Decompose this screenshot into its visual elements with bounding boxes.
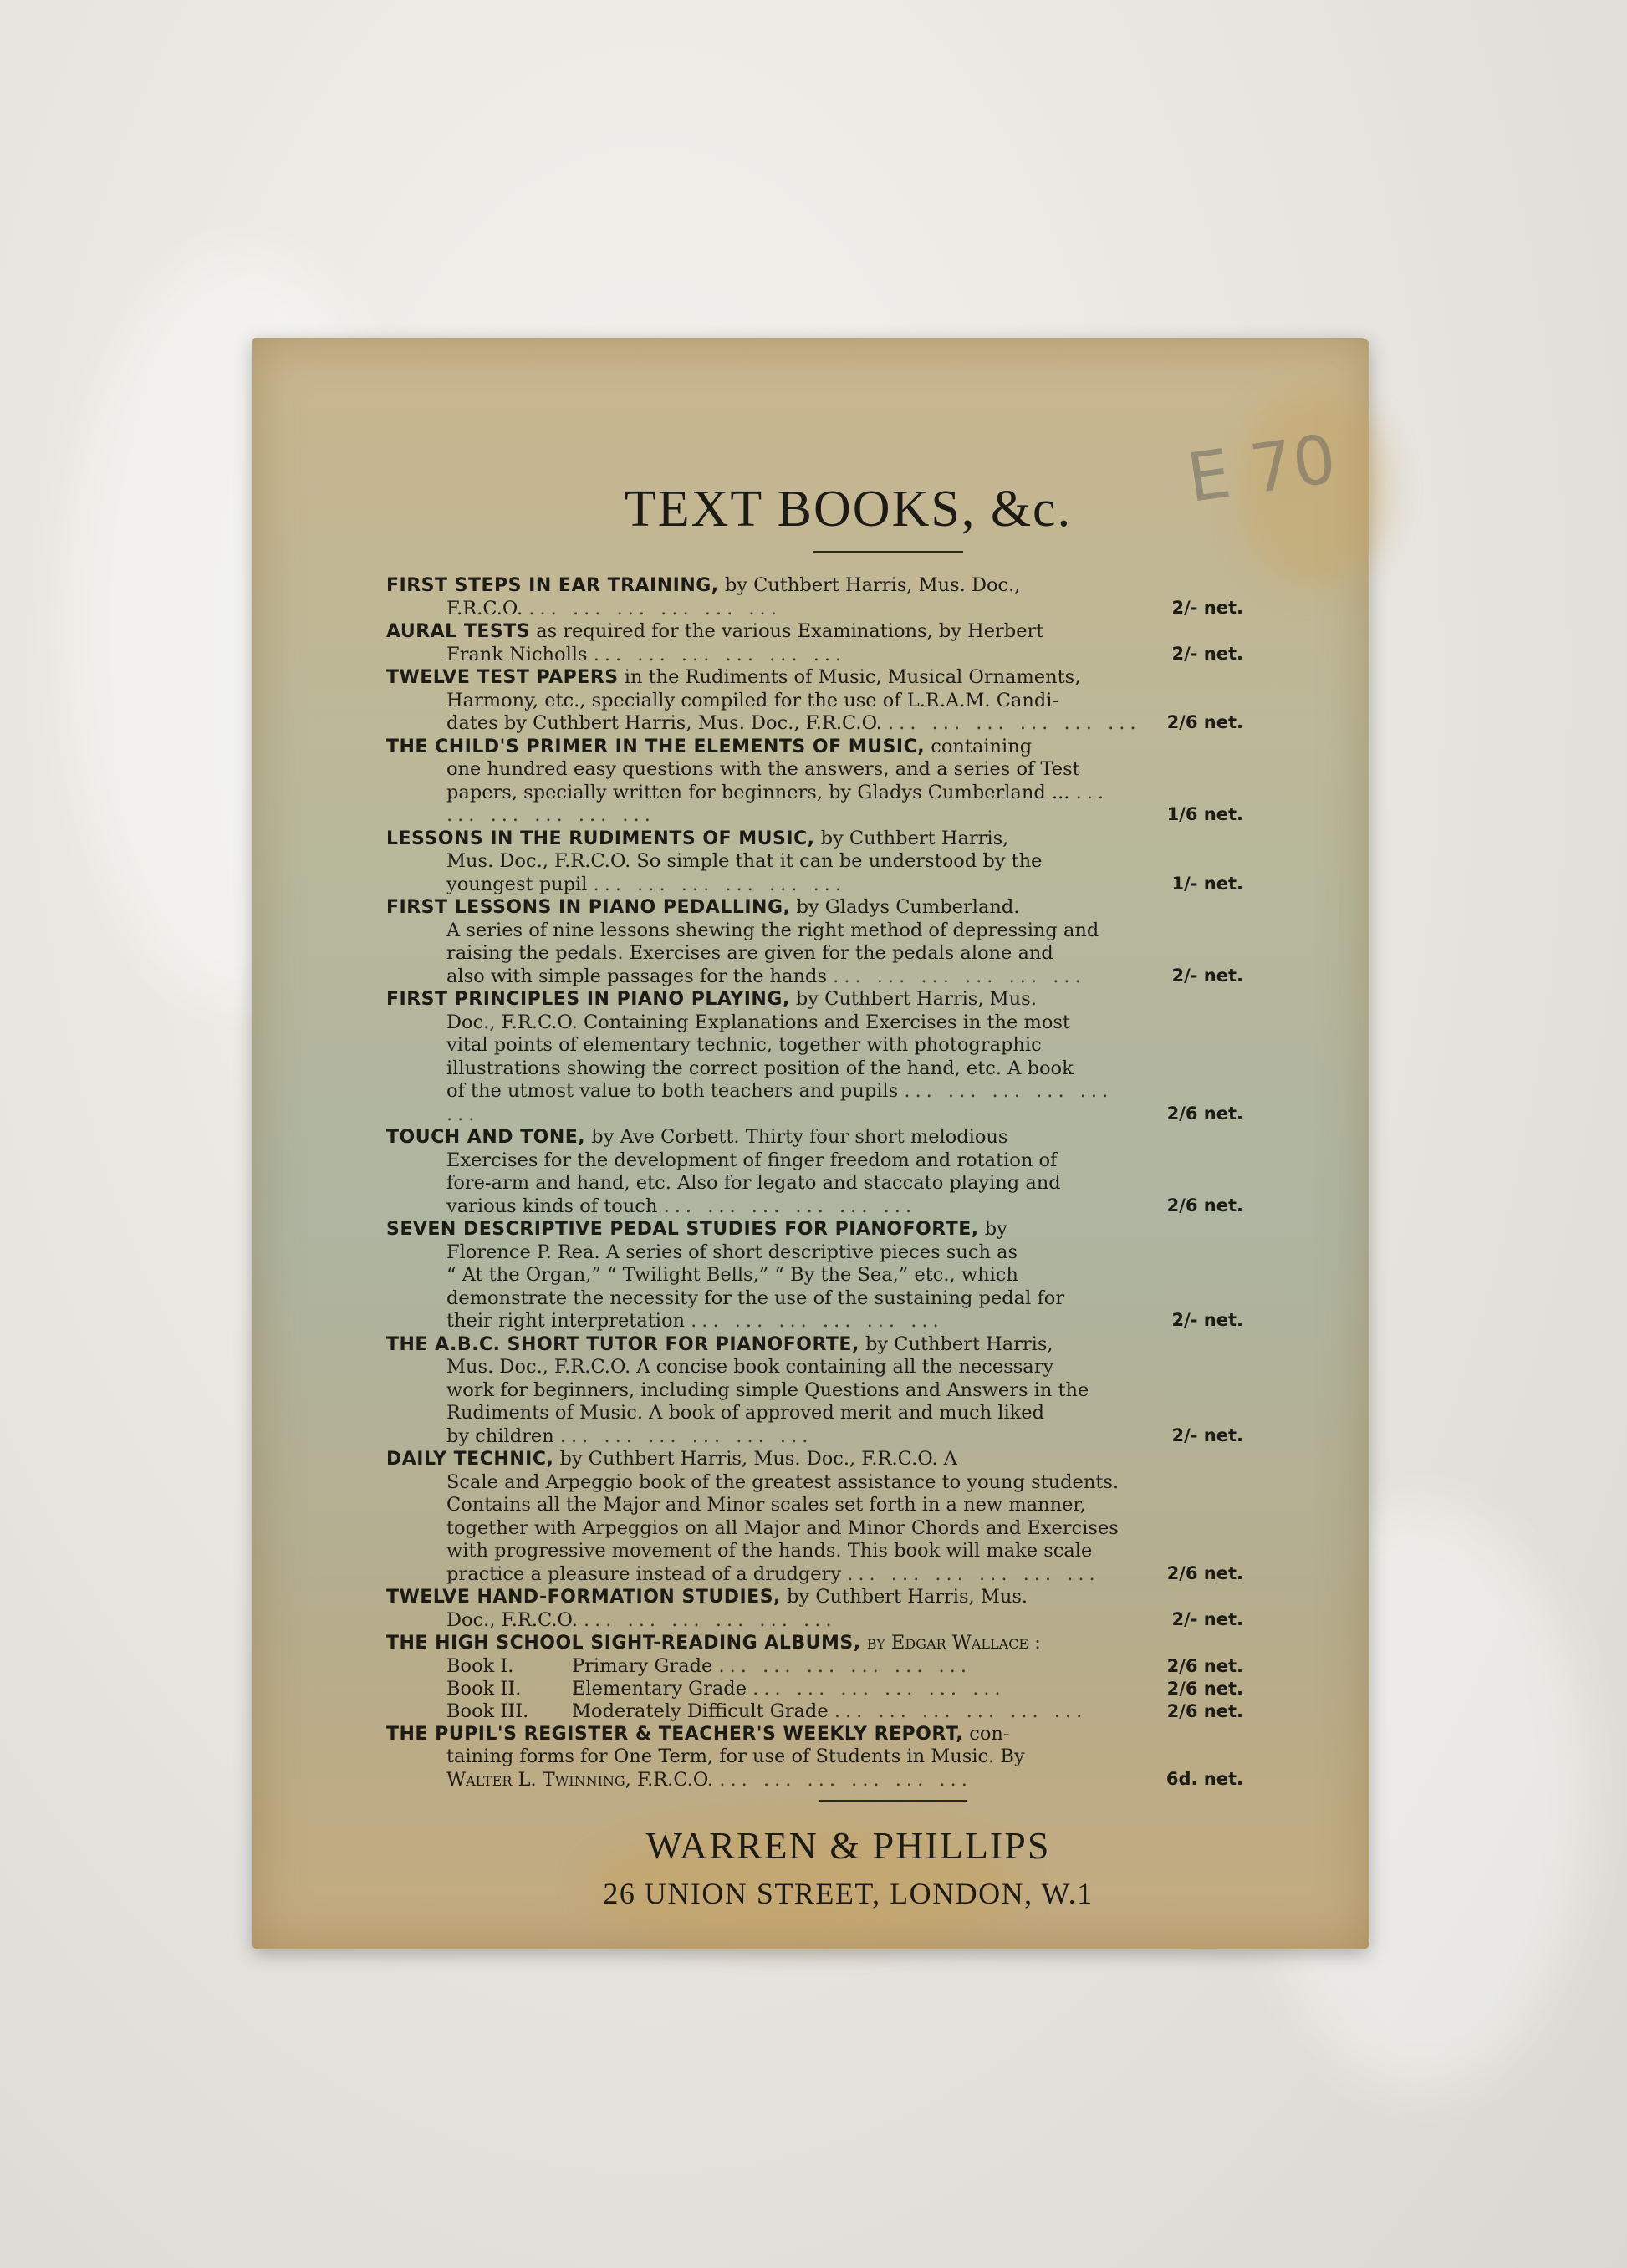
dot-leader: ... ... ... ... ... ... (528, 597, 782, 619)
book-description-line (386, 920, 1143, 943)
price: 2/6 net. (1166, 1655, 1243, 1676)
book-line-text: Scale and Arpeggio book of the greatest assistance to young students. (446, 1470, 1120, 1493)
dot-leader: ... ... ... ... ... ... (446, 1080, 1114, 1125)
price: 2/- net. (1171, 1310, 1243, 1330)
book-line-text: fore-arm and hand, etc. Also for legato and staccato playing and (446, 1172, 1061, 1194)
book-description: containing (925, 735, 1033, 757)
price: 2/6 net. (1166, 1103, 1243, 1124)
book-line-text: Frank Nicholls (446, 643, 588, 665)
book-line-text: Harmony, etc., specially compiled for the use of L.R.A.M. Candi- (446, 689, 1059, 711)
book-description-line (386, 1172, 1143, 1195)
book-description-line (386, 1241, 1143, 1265)
book-entry (386, 736, 1252, 828)
book-description-line (386, 690, 1143, 713)
album-book-grade (572, 1700, 1143, 1723)
book-title: FIRST STEPS IN EAR TRAINING, (386, 575, 719, 596)
book-title: LESSONS IN THE RUDIMENTS OF MUSIC, (386, 828, 815, 849)
book-description-line (386, 1149, 1143, 1173)
album-book-grade (572, 1655, 1143, 1678)
dot-leader: ... ... ... ... ... ... (584, 1608, 837, 1631)
book-description-line (386, 644, 1143, 667)
register-first: con- (963, 1722, 1010, 1745)
dot-leader: ... ... ... ... ... ... (446, 781, 1109, 826)
book-line-text: by children (446, 1425, 554, 1447)
book-description: as required for the various Examinations, by Herbert (530, 620, 1044, 642)
price: 2/6 net. (1166, 1195, 1243, 1216)
book-entry (386, 828, 1252, 897)
book-description-line (386, 598, 1143, 621)
dot-leader: ... ... ... ... ... ... (719, 1768, 972, 1791)
book-line-text: one hundred easy questions with the answers, and a series of Test (446, 758, 1080, 780)
book-title: SEVEN DESCRIPTIVE PEDAL STUDIES FOR PIANOFORTE, (386, 1219, 979, 1240)
book-description-line (386, 942, 1143, 966)
book-line-text: with progressive movement of the hands. This book will make scale (446, 1540, 1093, 1562)
book-entry (386, 1586, 1252, 1632)
book-entry (386, 1218, 1252, 1333)
book-description-line (386, 1195, 1143, 1219)
book-line-text: Doc., F.R.C.O. Containing Explanations and Exercises in the most (446, 1011, 1070, 1033)
book-description-line (386, 758, 1143, 782)
book-line-text: of the utmost value to both teachers and pupils (446, 1080, 899, 1102)
album-list (386, 1655, 1252, 1723)
album-book-row (386, 1655, 1252, 1678)
book-entry (386, 896, 1252, 988)
book-description-line (386, 1310, 1143, 1333)
book-description: by Gladys Cumberland. (790, 896, 1020, 918)
pamphlet-back-cover (252, 338, 1369, 1949)
book-line-text: also with simple passages for the hands (446, 965, 828, 987)
album-grade-text: Primary Grade (572, 1654, 713, 1677)
book-description-line (386, 782, 1143, 828)
book-entry (386, 666, 1252, 736)
dot-leader: ... ... ... ... ... ... (834, 1700, 1088, 1722)
book-line-text: dates by Cuthbert Harris, Mus. Doc., F.R.C.O. (446, 712, 882, 734)
book-line-text: Florence P. Rea. A series of short descriptive pieces such as (446, 1241, 1018, 1263)
price: 1/- net. (1171, 873, 1243, 894)
price: 1/6 net. (1166, 804, 1243, 824)
book-description: by Cuthbert Harris, Mus. Doc., (718, 574, 1021, 596)
price: 2/- net. (1171, 1608, 1243, 1629)
book-entry (386, 1448, 1252, 1586)
book-description: in the Rudiments of Music, Musical Ornaments, (618, 666, 1081, 688)
book-line-text: Rudiments of Music. A book of approved merit and much liked (446, 1402, 1045, 1424)
footer-rule (819, 1800, 967, 1802)
book-line-text: practice a pleasure instead of a drudgery (446, 1562, 842, 1585)
dot-leader: ... ... ... ... ... ... (718, 1654, 972, 1677)
album-grade-text: Moderately Difficult Grade (572, 1700, 829, 1722)
price: 2/- net. (1171, 597, 1243, 618)
book-line-text: Mus. Doc., F.R.C.O. A concise book containing all the necessary (446, 1356, 1054, 1378)
book-description-line (386, 1287, 1143, 1311)
book-line-text: F.R.C.O. (446, 597, 523, 619)
book-description: by Cuthbert Harris, Mus. (789, 988, 1037, 1010)
book-line-text: Exercises for the development of finger freedom and rotation of (446, 1149, 1058, 1171)
book-description: by Cuthbert Harris, (814, 827, 1009, 849)
dot-leader: ... ... ... ... ... ... (559, 1425, 814, 1447)
book-description-line (386, 1402, 1143, 1425)
book-description-line (386, 1609, 1143, 1633)
book-description-line (386, 1080, 1143, 1126)
book-line-text: A series of nine lessons shewing the right method of depressing and (446, 919, 1099, 941)
book-line-text: work for beginners, including simple Questions and Answers in the (446, 1379, 1089, 1401)
price: 2/6 net. (1166, 712, 1243, 732)
register-body-1: taining forms for One Term, for use of Students in Music. By (446, 1746, 1025, 1767)
dot-leader: ... ... ... ... ... ... (593, 873, 847, 895)
book-line-text: “ At the Organ,” “ Twilight Bells,” “ By the Sea,” etc., which (446, 1264, 1018, 1286)
register-title: THE PUPIL'S REGISTER & TEACHER'S WEEKLY REPORT, (386, 1723, 964, 1745)
album-book-row (386, 1678, 1252, 1700)
page-title: TEXT BOOKS, &c. (624, 481, 1073, 538)
book-line-text: papers, specially written for beginners, by Gladys Cumberland ... (446, 781, 1070, 803)
register-body-2: Walter L. Twinning, F.R.C.O. (446, 1768, 714, 1791)
album-author: by Edgar Wallace : (860, 1632, 1041, 1654)
publisher-block (445, 1823, 1252, 1911)
price: 2/6 net. (1166, 1562, 1243, 1583)
price: 6d. net. (1165, 1768, 1243, 1789)
book-description-line (386, 1517, 1143, 1541)
book-description-line (386, 850, 1143, 874)
book-description-line (386, 1356, 1143, 1379)
book-line-text: vital points of elementary technic, together with photographic (446, 1034, 1042, 1056)
book-entry-register (386, 1723, 1252, 1792)
book-description-line (386, 1563, 1143, 1587)
book-description-line (386, 874, 1143, 897)
book-line-text: various kinds of touch (446, 1195, 658, 1217)
price: 2/- net. (1171, 643, 1243, 664)
book-line-text: Doc., F.R.C.O. (446, 1608, 578, 1631)
book-title: THE A.B.C. SHORT TUTOR FOR PIANOFORTE, (386, 1333, 859, 1355)
price: 2/6 net. (1166, 1700, 1243, 1721)
album-title: THE HIGH SCHOOL SIGHT-READING ALBUMS, (386, 1633, 861, 1654)
book-title: TOUCH AND TONE, (386, 1127, 586, 1148)
advert-content (386, 480, 1252, 1911)
price: 2/- net. (1171, 1425, 1243, 1445)
dot-leader: ... ... ... ... ... ... (663, 1195, 917, 1217)
book-line-text: youngest pupil (446, 873, 588, 895)
book-title: AURAL TESTS (386, 621, 531, 642)
book-title: TWELVE TEST PAPERS (386, 667, 619, 688)
price: 2/- net. (1171, 965, 1243, 986)
book-title: DAILY TECHNIC, (386, 1449, 554, 1470)
book-entry (386, 988, 1252, 1126)
book-description: by Cuthbert Harris, Mus. (780, 1586, 1028, 1608)
book-description: by Ave Corbett. Thirty four short melodious (585, 1126, 1008, 1148)
album-book-number: Book I. (446, 1654, 514, 1677)
album-grade-text: Elementary Grade (572, 1677, 747, 1700)
dot-leader: ... ... ... ... ... ... (752, 1677, 1006, 1700)
book-description-line (386, 1540, 1143, 1563)
dot-leader: ... ... ... ... ... ... (691, 1310, 944, 1332)
book-entry-albums (386, 1632, 1252, 1655)
book-description-line (386, 712, 1143, 736)
album-book-number: Book III. (446, 1700, 529, 1722)
book-line-text: raising the pedals. Exercises are given for the pedals alone and (446, 942, 1053, 964)
book-line-text: together with Arpeggios on all Major and Minor Chords and Exercises (446, 1516, 1119, 1539)
book-title: FIRST PRINCIPLES IN PIANO PLAYING, (386, 989, 790, 1010)
book-description-line (386, 1425, 1143, 1449)
book-line-text: illustrations showing the correct position of the hand, etc. A book (446, 1057, 1074, 1079)
book-description: by Cuthbert Harris, (859, 1333, 1053, 1355)
book-entry (386, 620, 1252, 666)
dot-leader: ... ... ... ... ... ... (888, 712, 1141, 734)
book-list (386, 574, 1252, 1632)
album-book-number: Book II. (446, 1677, 522, 1700)
pencil-mark: E 70 (1182, 420, 1341, 517)
book-description-line (386, 1058, 1143, 1081)
price: 2/6 net. (1166, 1678, 1243, 1699)
book-description: by Cuthbert Harris, Mus. Doc., F.R.C.O. A (553, 1448, 957, 1470)
book-entry (386, 1126, 1252, 1218)
book-description-line (386, 1012, 1143, 1035)
book-entry (386, 1333, 1252, 1449)
publisher-address: 26 UNION STREET, LONDON, W.1 (603, 1877, 1094, 1910)
book-description-line (386, 966, 1143, 989)
publisher-name: WARREN & PHILLIPS (645, 1824, 1051, 1867)
book-line-text: Contains all the Major and Minor scales set forth in a new manner, (446, 1494, 1086, 1516)
book-line-text: Mus. Doc., F.R.C.O. So simple that it can be understood by the (446, 850, 1043, 872)
book-line-text: demonstrate the necessity for the use of the sustaining pedal for (446, 1287, 1065, 1309)
book-description-line (386, 1379, 1143, 1403)
book-description-line (386, 1034, 1143, 1058)
dot-leader: ... ... ... ... ... ... (847, 1562, 1100, 1585)
book-description-line (386, 1264, 1143, 1287)
book-description-line (386, 1494, 1143, 1517)
book-entry (386, 574, 1252, 620)
book-description-line (386, 1471, 1143, 1495)
book-title: FIRST LESSONS IN PIANO PEDALLING, (386, 897, 791, 918)
book-line-text: their right interpretation (446, 1310, 685, 1332)
book-title: TWELVE HAND-FORMATION STUDIES, (386, 1587, 781, 1608)
book-description: by (978, 1218, 1007, 1240)
book-title: THE CHILD'S PRIMER IN THE ELEMENTS OF MUSIC, (386, 736, 926, 757)
dot-leader: ... ... ... ... ... ... (833, 965, 1086, 987)
album-book-row (386, 1700, 1252, 1723)
album-book-grade (572, 1678, 1143, 1700)
title-rule (813, 551, 963, 553)
dot-leader: ... ... ... ... ... ... (593, 643, 847, 665)
